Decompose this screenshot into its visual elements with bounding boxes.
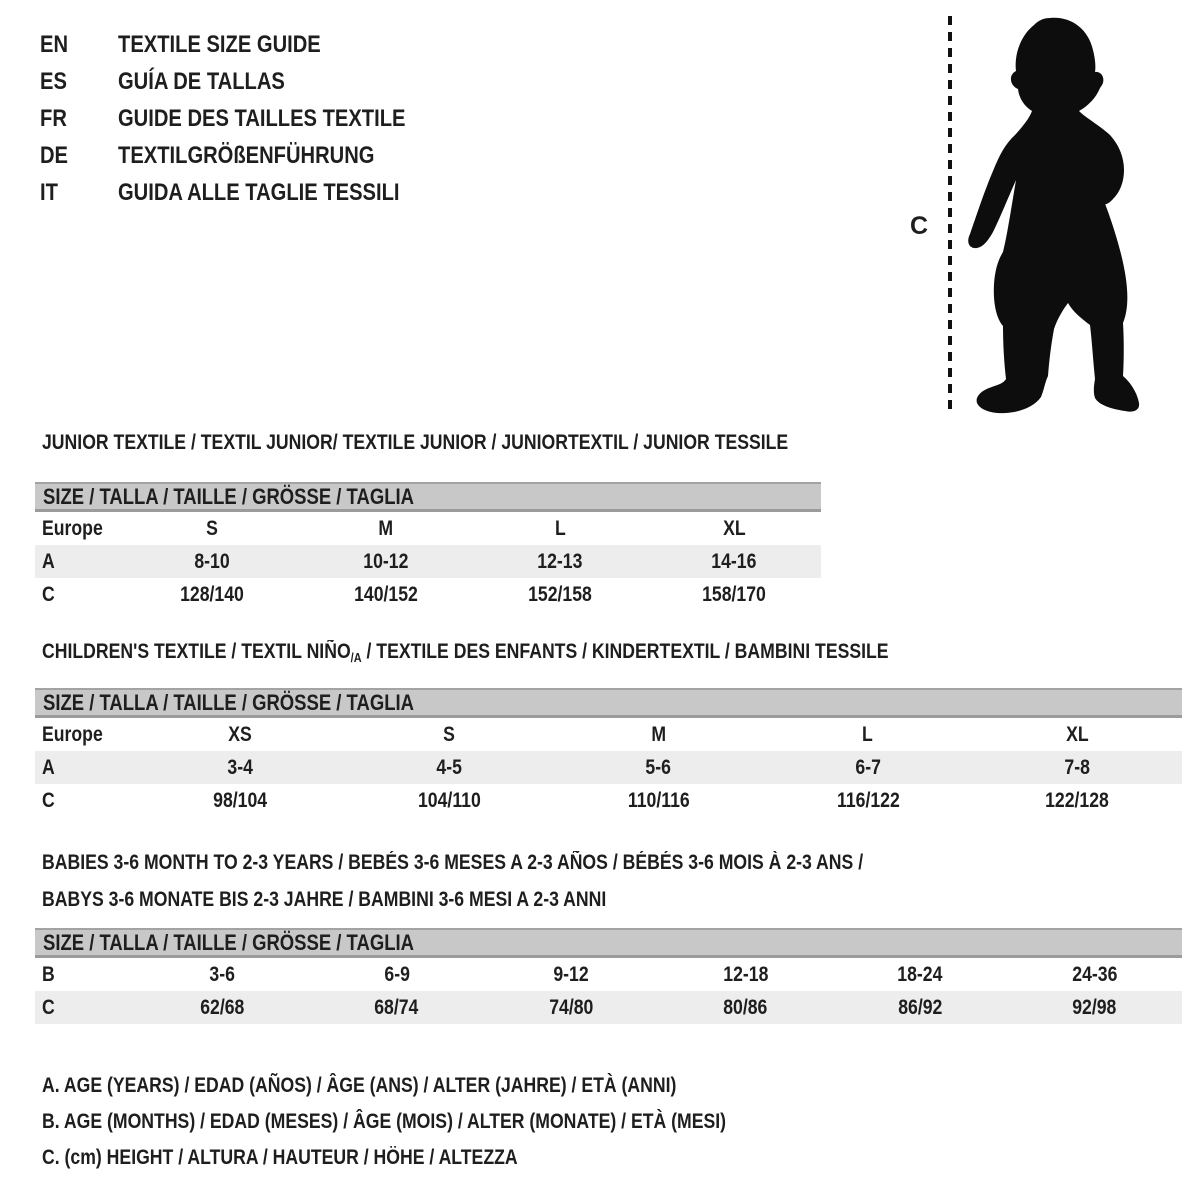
height-dimension-dashed-line: [948, 16, 952, 416]
table-cell: 152/158: [528, 582, 592, 606]
table-cell: S: [443, 722, 455, 746]
table-cell: L: [554, 516, 566, 540]
table-cell: S: [206, 516, 218, 540]
table-cell: M: [651, 722, 666, 746]
table-cell: 6-9: [383, 962, 410, 986]
table-row-height-cm: [35, 991, 1182, 1024]
table-cell: 68/74: [374, 995, 419, 1019]
lang-row-fr: [40, 100, 460, 137]
table-cell: XS: [227, 722, 252, 746]
table-cell: 24-36: [1072, 962, 1118, 986]
toddler-silhouette-icon: [958, 14, 1148, 424]
table-cell: XL: [1066, 722, 1089, 746]
table-cell: 12-13: [537, 549, 583, 573]
size-header-label: SIZE / TALLA / TAILLE / GRÖSSE / TAGLIA: [43, 689, 414, 715]
lang-code-es: ES: [40, 67, 67, 95]
table-cell: 10-12: [363, 549, 409, 573]
guide-title-it: GUIDA ALLE TAGLIE TESSILI: [118, 178, 400, 206]
row-label: Europe: [42, 516, 103, 540]
table-cell: M: [378, 516, 394, 540]
lang-row-en: [40, 26, 460, 63]
table-row-europe: [35, 512, 821, 545]
table-row-age-years: [35, 751, 1182, 784]
table-cell: 9-12: [553, 962, 589, 986]
row-label: A: [42, 755, 55, 779]
height-dimension-label: C: [910, 212, 929, 240]
junior-size-table: [35, 482, 821, 611]
row-label: Europe: [42, 722, 103, 746]
table-cell: 92/98: [1072, 995, 1117, 1019]
junior-section-title: JUNIOR TEXTILE / TEXTIL JUNIOR/ TEXTILE JUNIOR / JUNIORTEXTIL / JUNIOR TESSILE: [42, 431, 789, 454]
table-cell: 80/86: [723, 995, 768, 1019]
table-cell: 74/80: [549, 995, 594, 1019]
guide-title-de: TEXTILGRÖßENFÜHRUNG: [118, 141, 375, 169]
table-cell: 140/152: [354, 582, 418, 606]
row-label: C: [42, 582, 55, 606]
guide-title-fr: GUIDE DES TAILLES TEXTILE: [118, 104, 406, 132]
lang-code-de: DE: [40, 141, 69, 169]
table-row-europe: [35, 718, 1182, 751]
lang-row-it: [40, 174, 460, 211]
table-cell: 18-24: [897, 962, 943, 986]
language-title-block: [40, 26, 460, 211]
legend-line-b: B. AGE (MONTHS) / EDAD (MESES) / ÂGE (MOIS) / ALTER (MONATE) / ETÀ (MESI): [42, 1110, 727, 1133]
size-header-label: SIZE / TALLA / TAILLE / GRÖSSE / TAGLIA: [43, 929, 414, 955]
table-cell: 158/170: [702, 582, 766, 606]
size-header-band: [35, 482, 821, 512]
table-cell: 3-6: [209, 962, 235, 986]
babies-size-table: [35, 928, 1182, 1024]
row-label: C: [42, 788, 55, 812]
babies-section-title: BABIES 3-6 MONTH TO 2-3 YEARS / BEBÉS 3-6 MESES A 2-3 AÑOS / BÉBÉS 3-6 MOIS À 2-3 ANS / BABYS 3-6 MONATE BIS 2-3 JAHRE / BAMBINI 3-6 MESI A 2-3 ANNI: [42, 851, 864, 911]
row-label: C: [42, 995, 55, 1019]
table-cell: 110/116: [627, 788, 690, 812]
size-header-label: SIZE / TALLA / TAILLE / GRÖSSE / TAGLIA: [43, 483, 414, 509]
guide-title-es: GUÍA DE TALLAS: [118, 67, 285, 95]
table-cell: 98/104: [212, 788, 267, 812]
legend-line-c: C. (cm) HEIGHT / ALTURA / HAUTEUR / HÖHE / ALTEZZA: [42, 1146, 518, 1169]
lang-code-en: EN: [40, 30, 69, 58]
row-label: B: [42, 962, 55, 986]
lang-code-fr: FR: [40, 104, 67, 132]
table-cell: 128/140: [180, 582, 244, 606]
table-row-age-years: [35, 545, 821, 578]
table-cell: XL: [722, 516, 746, 540]
table-cell: 14-16: [711, 549, 757, 573]
table-cell: 7-8: [1064, 755, 1091, 779]
table-cell: 122/128: [1045, 788, 1110, 812]
table-cell: 62/68: [200, 995, 245, 1019]
table-cell: 8-10: [194, 549, 230, 573]
guide-title-en: TEXTILE SIZE GUIDE: [118, 30, 321, 58]
table-cell: 86/92: [898, 995, 943, 1019]
children-section-title: CHILDREN'S TEXTILE / TEXTIL NIÑO/A / TEXTILE DES ENFANTS / KINDERTEXTIL / BAMBINI TESSILE: [42, 640, 889, 665]
table-cell: L: [862, 722, 874, 746]
legend-line-a: A. AGE (YEARS) / EDAD (AÑOS) / ÂGE (ANS) / ALTER (JAHRE) / ETÀ (ANNI): [42, 1074, 677, 1097]
size-header-band: [35, 688, 1182, 718]
table-cell: 116/122: [836, 788, 900, 812]
nino-a-subscript: /A: [350, 650, 362, 665]
table-row-height-cm: [35, 578, 821, 611]
lang-row-es: [40, 63, 460, 100]
size-header-band: [35, 928, 1182, 958]
measurement-legend: [42, 1068, 856, 1176]
lang-code-it: IT: [40, 178, 58, 206]
table-cell: 4-5: [436, 755, 462, 779]
table-row-height-cm: [35, 784, 1182, 817]
lang-row-de: [40, 137, 460, 174]
table-cell: 5-6: [645, 755, 672, 779]
table-cell: 6-7: [855, 755, 881, 779]
children-size-table: [35, 688, 1182, 817]
table-cell: 3-4: [226, 755, 253, 779]
table-row-age-months: [35, 958, 1182, 991]
row-label: A: [42, 549, 55, 573]
table-cell: 12-18: [723, 962, 769, 986]
table-cell: 104/110: [417, 788, 481, 812]
